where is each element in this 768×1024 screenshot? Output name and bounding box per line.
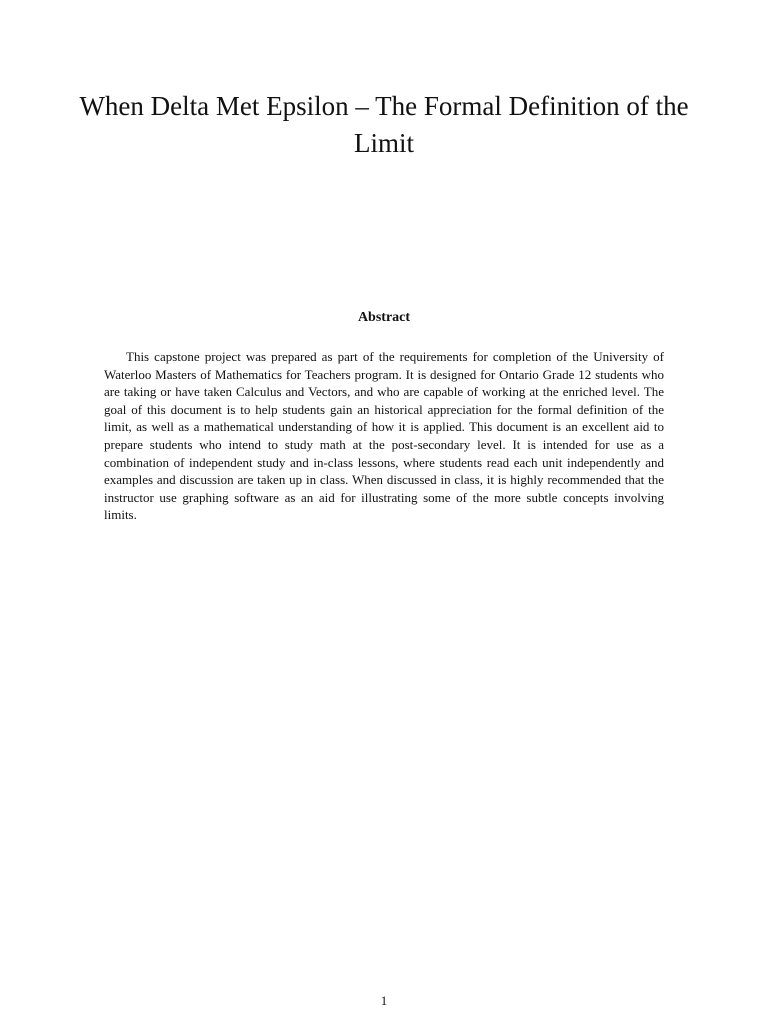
abstract-paragraph: This capstone project was prepared as part of the requirements for completion of the University of Waterloo Masters of Mathematics for Teachers program. It is designed for Ontario Grade 12 students who are taking or have taken Calculus and Vectors, and who are capable of working at the enriched level. The goal of this document is to help students gain an historical appreciation for the formal definition of the limit, as well as a mathematical understanding of how it is applied. This document is an excellent aid to prepare students who intend to study math at the post-secondary level. It is intended for use as a combination of independent study and in-class lessons, where students read each unit independently and examples and discussion are taken up in class. When discussed in class, it is highly recommended that the instructor use graphing software as an aid for illustrating some of the more subtle concepts involving limits. — [104, 349, 664, 523]
page-number: 1 — [380, 993, 388, 1008]
document-title: When Delta Met Epsilon – The Formal Definition of the Limit — [79, 91, 689, 158]
abstract-heading: Abstract — [357, 310, 411, 325]
